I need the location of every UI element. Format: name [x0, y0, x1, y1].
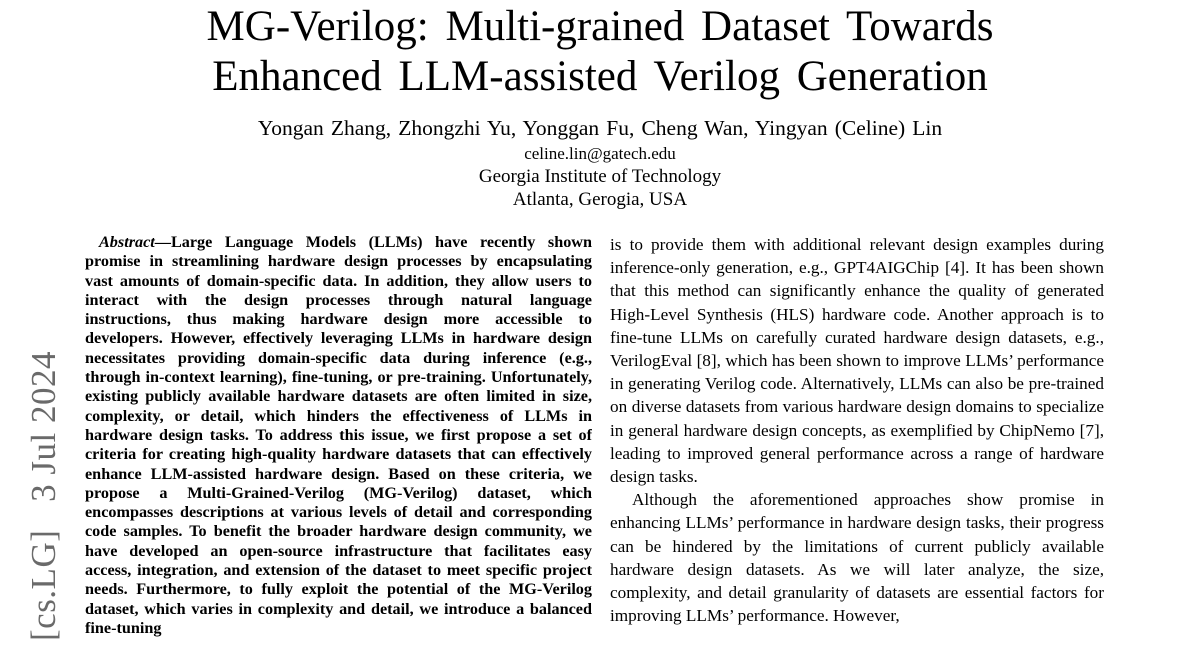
arxiv-category-banner: [cs.LG] 3 Jul 2024: [24, 351, 63, 641]
abstract-text: —Large Language Models (LLMs) have recently shown promise in streamlining hardware design processes by encapsulating vast amounts of domain-specific data. In addition, they allow users to interact with the design processes through natural language instructions, thus making hardware design more accessible to developers. However, effectively leveraging LLMs in hardware design necessitates providing domain-specific data during inference (e.g., through in-context learning), fine-tuning, or pre-training. Unfortunately, existing publicly available hardware datasets are often limited in size, complexity, or detail, which hinders the effectiveness of LLMs in hardware design tasks. To address this issue, we first propose a set of criteria for creating high-quality hardware datasets that can effectively enhance LLM-assisted hardware design. Based on these criteria, we propose a Multi-Grained-Verilog (MG-Verilog) dataset, which encompasses descriptions at various levels of detail and corresponding code samples. To benefit the broader hardware design community, we have developed an open-source infrastructure that facilitates easy access, integration, and extension of the dataset to meet specific project needs. Furthermore, to fully exploit the potential of the MG-Verilog dataset, which varies in complexity and detail, we introduce a balanced fine-tuning: [85, 233, 592, 637]
right-column: [610, 233, 1104, 648]
contact-email: celine.lin@gatech.edu: [524, 144, 676, 163]
paper-title-line1: MG-Verilog: Multi-grained Dataset Towards: [206, 3, 994, 50]
affiliation: Georgia Institute of Technology: [478, 166, 722, 187]
abstract-label: Abstract: [99, 233, 155, 251]
abstract-paragraph: [85, 233, 592, 638]
intro-paragraph-continuation: is to provide them with additional relevant design examples during inference-only generation, e.g., GPT4AIGChip [4]. It has been shown that this method can significantly enhance the quality of generated High-Level Synthesis (HLS) hardware code. Another approach is to fine-tune LLMs on carefully curated hardware design datasets, e.g., VerilogEval [8], which has been shown to improve LLMs’ performance in generating Verilog code. Alternatively, LLMs can also be pre-trained on diverse datasets from various hardware design domains to specialize in general hardware design concepts, as exemplified by ChipNemo [7], leading to improved general performance across a range of hardware design tasks.: [610, 235, 1104, 487]
intro-paragraph-2: Although the aforementioned approaches show promise in enhancing LLMs’ performance in hardware design tasks, their progress can be hindered by the limitations of current publicly available hardware design datasets. As we will later analyze, the size, complexity, and detail granularity of datasets are essential factors for improving LLMs’ performance. However,: [610, 490, 1104, 626]
paper-title-line2: Enhanced LLM-assisted Verilog Generation: [212, 53, 988, 100]
authors-line: Yongan Zhang, Zhongzhi Yu, Yonggan Fu, Cheng Wan, Yingyan (Celine) Lin: [257, 116, 943, 140]
left-column: [85, 233, 592, 648]
affiliation-location: Atlanta, Gerogia, USA: [512, 189, 688, 210]
